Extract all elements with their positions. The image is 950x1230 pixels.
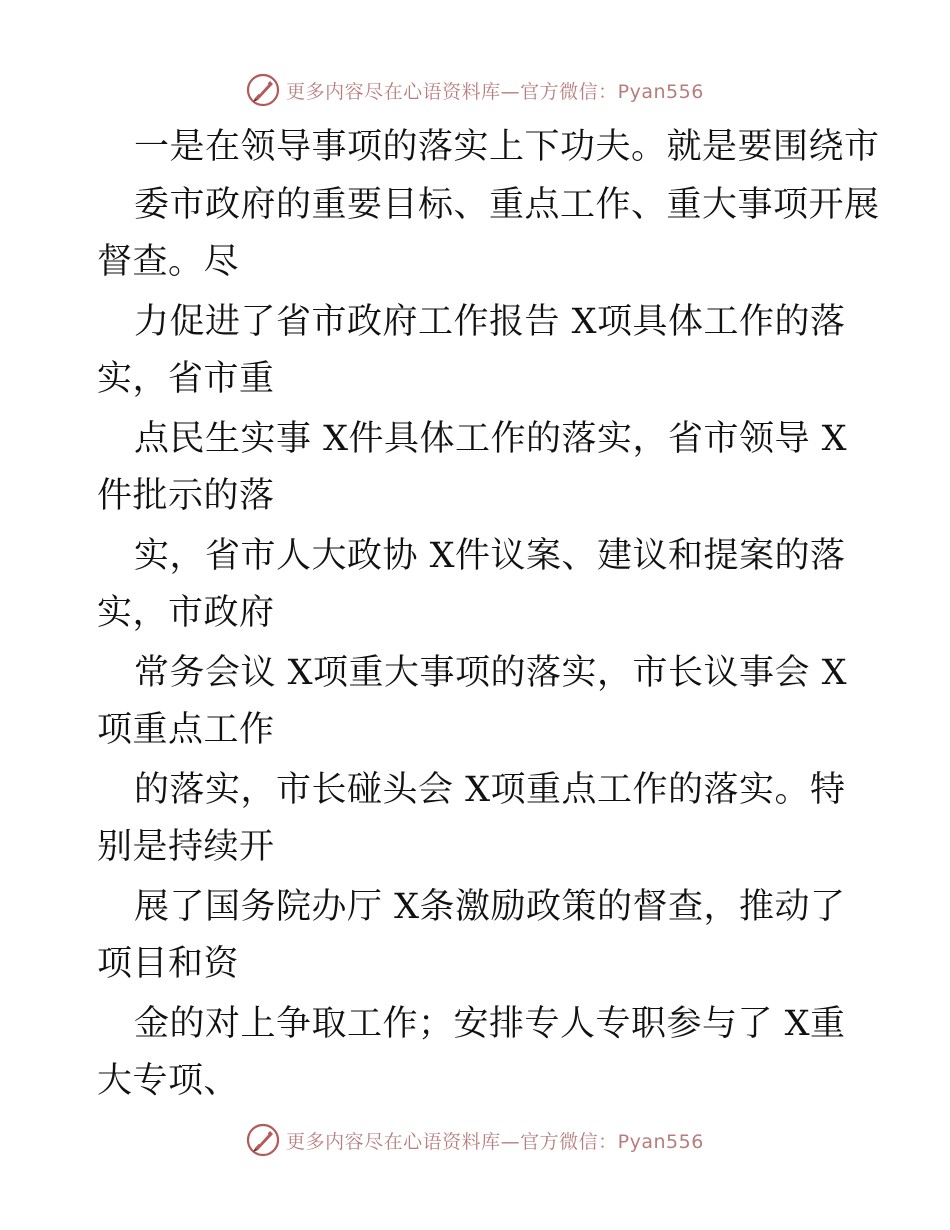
text-line: 项目和资 — [97, 944, 240, 984]
quill-pen-logo-icon — [246, 73, 280, 107]
footer-banner — [0, 1123, 950, 1157]
text-line: 大专项、 — [97, 1061, 240, 1101]
text-line: 力促进了省市政府工作报告 X项具体工作的落 — [134, 302, 846, 342]
text-line: 实，市政府 — [97, 593, 275, 633]
text-line: 一是在领导事项的落实上下功夫。就是要围绕市 — [134, 127, 880, 167]
text-line: 实，省市人大政协 X件议案、建议和提案的落 — [134, 536, 846, 576]
header-banner-text: 更多内容尽在心语资料库—官方微信：Pyan556 — [286, 80, 704, 103]
footer-banner-text: 更多内容尽在心语资料库—官方微信：Pyan556 — [286, 1130, 704, 1153]
text-line: 金的对上争取工作；安排专人专职参与了 X重 — [134, 1004, 846, 1044]
text-line: 实，省市重 — [97, 359, 275, 399]
header-banner — [0, 73, 950, 107]
text-line: 项重点工作 — [97, 710, 275, 750]
quill-pen-logo-icon — [246, 1123, 280, 1157]
text-line: 点民生实事 X件具体工作的落实，省市领导 X — [134, 419, 848, 459]
text-line: 件批示的落 — [97, 476, 275, 516]
text-line: 督查。尽 — [97, 242, 240, 282]
text-line: 的落实，市长碰头会 X项重点工作的落实。特 — [134, 770, 846, 810]
text-line: 别是持续开 — [97, 827, 275, 867]
text-line: 委市政府的重要目标、重点工作、重大事项开展 — [134, 185, 880, 225]
text-line: 展了国务院办厅 X条激励政策的督查，推动了 — [134, 887, 846, 927]
text-line: 常务会议 X项重大事项的落实，市长议事会 X — [134, 653, 848, 693]
